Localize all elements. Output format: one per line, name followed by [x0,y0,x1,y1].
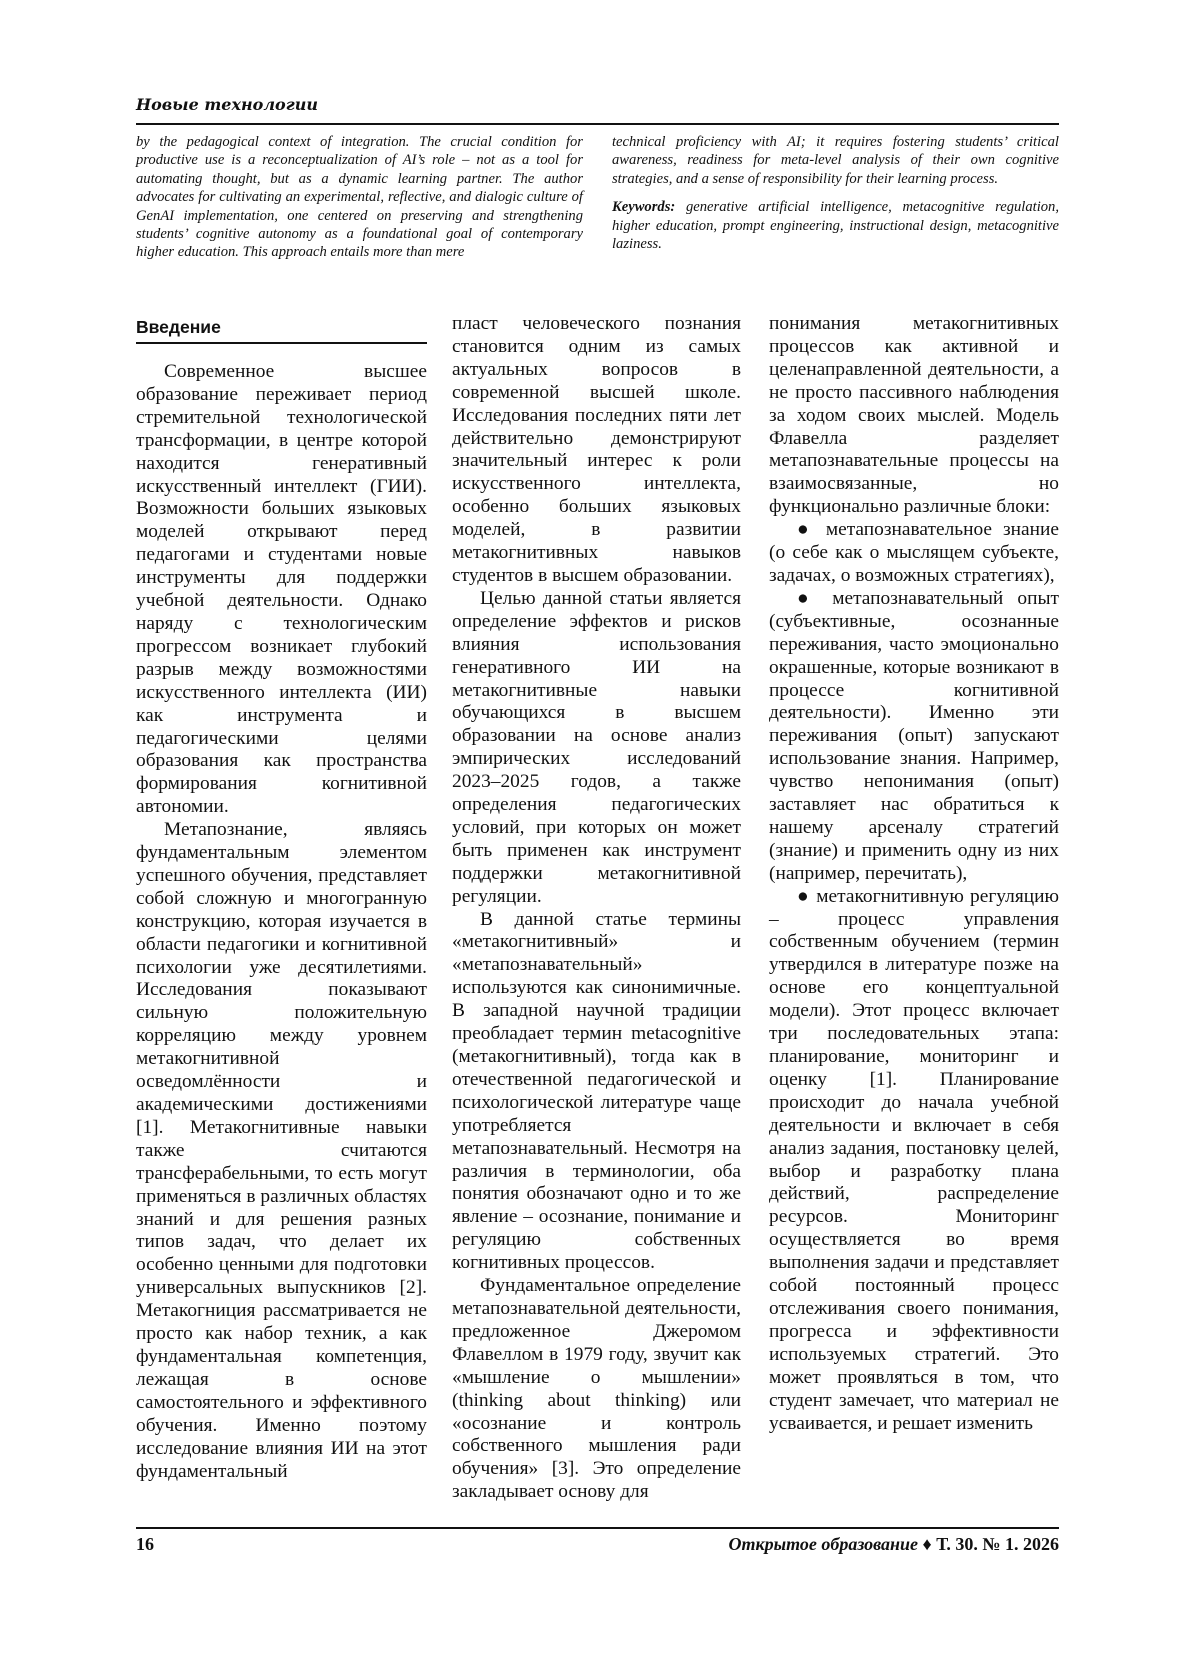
body-column-2 [452,313,741,1504]
abstract-text-left: by the pedagogical context of integration. The crucial condition for productive use is a reconceptualization of AI’s role – not as a tool for automating thought, but as a dynamic learning partner. The author advocates for cultivating an experimental, reflective, and dialogic culture of GenAI implementation, one centered on preserving and strengthening students’ cognitive autonomy as a foundational goal of contemporary higher education. This approach entails more than mere [136,134,583,261]
paragraph: Современное высшее образование переживает период стремительной технологической трансформации, в центре которой находится генеративный искусственный интеллект (ГИИ). Возможности больших языковых моделей открывают перед педагогами и студентами новые инструменты для поддержки учебной деятельности. Однако наряду с технологическим прогрессом возникает глубокий разрыв между возможностями искусственного интеллекта (ИИ) как инструмента и педагогическими целями образования как пространства формирования когнитивной автономии. [136,361,427,818]
running-head [136,95,1059,125]
paragraph: В данной статье термины «метакогнитивный» и «метапознавательный» используются как синонимичные. В западной научной традиции преобладает термин metacognitive (метакогнитивный), тогда как в отечественной педагогической и психологической литературе чаще употребляется метапознавательный. Несмотря на различия в терминологии, оба понятия обозначают одно и то же явление – осознание, понимание и регуляцию собственных когнитивных процессов. [452,908,741,1274]
paragraph: понимания метакогнитивных процессов как активной и целенаправленной деятельности, а не просто пассивного наблюдения за ходом своих мыслей. Модель Флавелла разделяет метапознавательные процессы на взаимосвязанные, но функционально различные блоки: [769,313,1059,518]
journal-citation [728,1533,1059,1555]
paragraph: Метапознание, являясь фундаментальным элементом успешного обучения, представляет собой сложную и многогранную конструкцию, которая изучается в области педагогики и когнитивной психологии уже десятилетиями. Исследования показывают сильную положительную корреляцию между уровнем метакогнитивной осведомлённости и академическими достижениями [1]. Метакогнитивные навыки также считаются трансферабельными, то есть могут применяться в различных областях знаний и для решения разных типов задач, что делает их особенно ценными для подготовки универсальных выпускников [2]. Метакогниция рассматривается не просто как набор техник, а как фундаментальная компетенция, лежащая в основе самостоятельного и эффективного обучения. Именно поэтому исследование влияния ИИ на этот фундаментальный [136,819,427,1482]
keywords-text: generative artificial intelligence, metacognitive regulation, higher education, prompt engineering, instructional design, metacognitive laziness. [612,199,1059,253]
bullet-item: ● метакогнитивную регуляцию – процесс управления собственным обучением (термин утвердился в литературе позже на основе его концептуальной модели). Этот процесс включает три последовательных этапа: планирование, мониторинг и оценку [1]. Планирование происходит до начала учебной деятельности и включает в себя анализ задания, постановку целей, выбор и разработку плана действий, распределение ресурсов. Мониторинг осуществляется во время выполнения задачи и представляет собой постоянный процесс отслеживания своего понимания, прогресса и эффективности используемых стратегий. Это может проявляться в том, что студент замечает, что материал не усваивается, и решает изменить [769,885,1059,1434]
running-head-title: Новые технологии [136,95,318,114]
footer-rule [136,1527,1059,1529]
abstract-left-column [136,133,583,262]
paragraph: пласт человеческого познания становится одним из самых актуальных вопросов в современной высшей школе. Исследования последних пяти лет действительно демонстрируют значительный интерес к роли искусственного интеллекта, особенно больших языковых моделей, в развитии метакогнитивных навыков студентов в высшем образовании. [452,313,741,586]
bullet-item: ● метапознавательный опыт (субъективные, осознанные переживания, часто эмоционально окрашенные, которые возникают в процессе когнитивной деятельности). Именно эти переживания (опыт) запускают использование знания. Например, чувство непонимания (опыт) заставляет нас обратиться к нашему арсеналу стратегий (знание) и применить одну из них (например, перечитать), [769,587,1059,884]
journal-volume: Т. 30. № 1. 2026 [936,1534,1059,1554]
paragraph: Целью данной статьи является определение эффектов и рисков влияния использования генеративного ИИ на метакогнитивные навыки обучающихся в высшем образовании на основе анализ эмпирических исследований 2023–2025 годов, а также определения педагогических условий, при которых он может быть применен как инструмент поддержки метакогнитивной регуляции. [452,587,741,907]
diamond-separator-icon: ♦ [922,1534,932,1554]
keywords-label: Keywords: [612,199,676,216]
abstract-text-right: technical proficiency with AI; it requires fostering students’ critical awareness, readiness for meta-level analysis of their own cognitive strategies, and a sense of responsibility for their learning process. [612,134,1059,187]
paragraph: Фундаментальное определение метапознавательной деятельности, предложенное Джеромом Флавеллом в 1979 году, звучит как «мышление о мышлении» (thinking about thinking) или «осознание и контроль собственного мышления ради обучения» [3]. Это определение закладывает основу для [452,1275,741,1503]
bullet-item: ● метапознавательное знание (о себе как о мыслящем субъекте, задачах, о возможных стратегиях), [769,519,1059,586]
section-title: Введение [136,316,427,344]
body-column-3 [769,313,1059,1435]
page-number: 16 [136,1534,154,1554]
keywords [612,198,1059,253]
abstract-right-column [612,133,1059,253]
body-column-1 [136,316,427,1483]
journal-name: Открытое образование [728,1534,919,1554]
